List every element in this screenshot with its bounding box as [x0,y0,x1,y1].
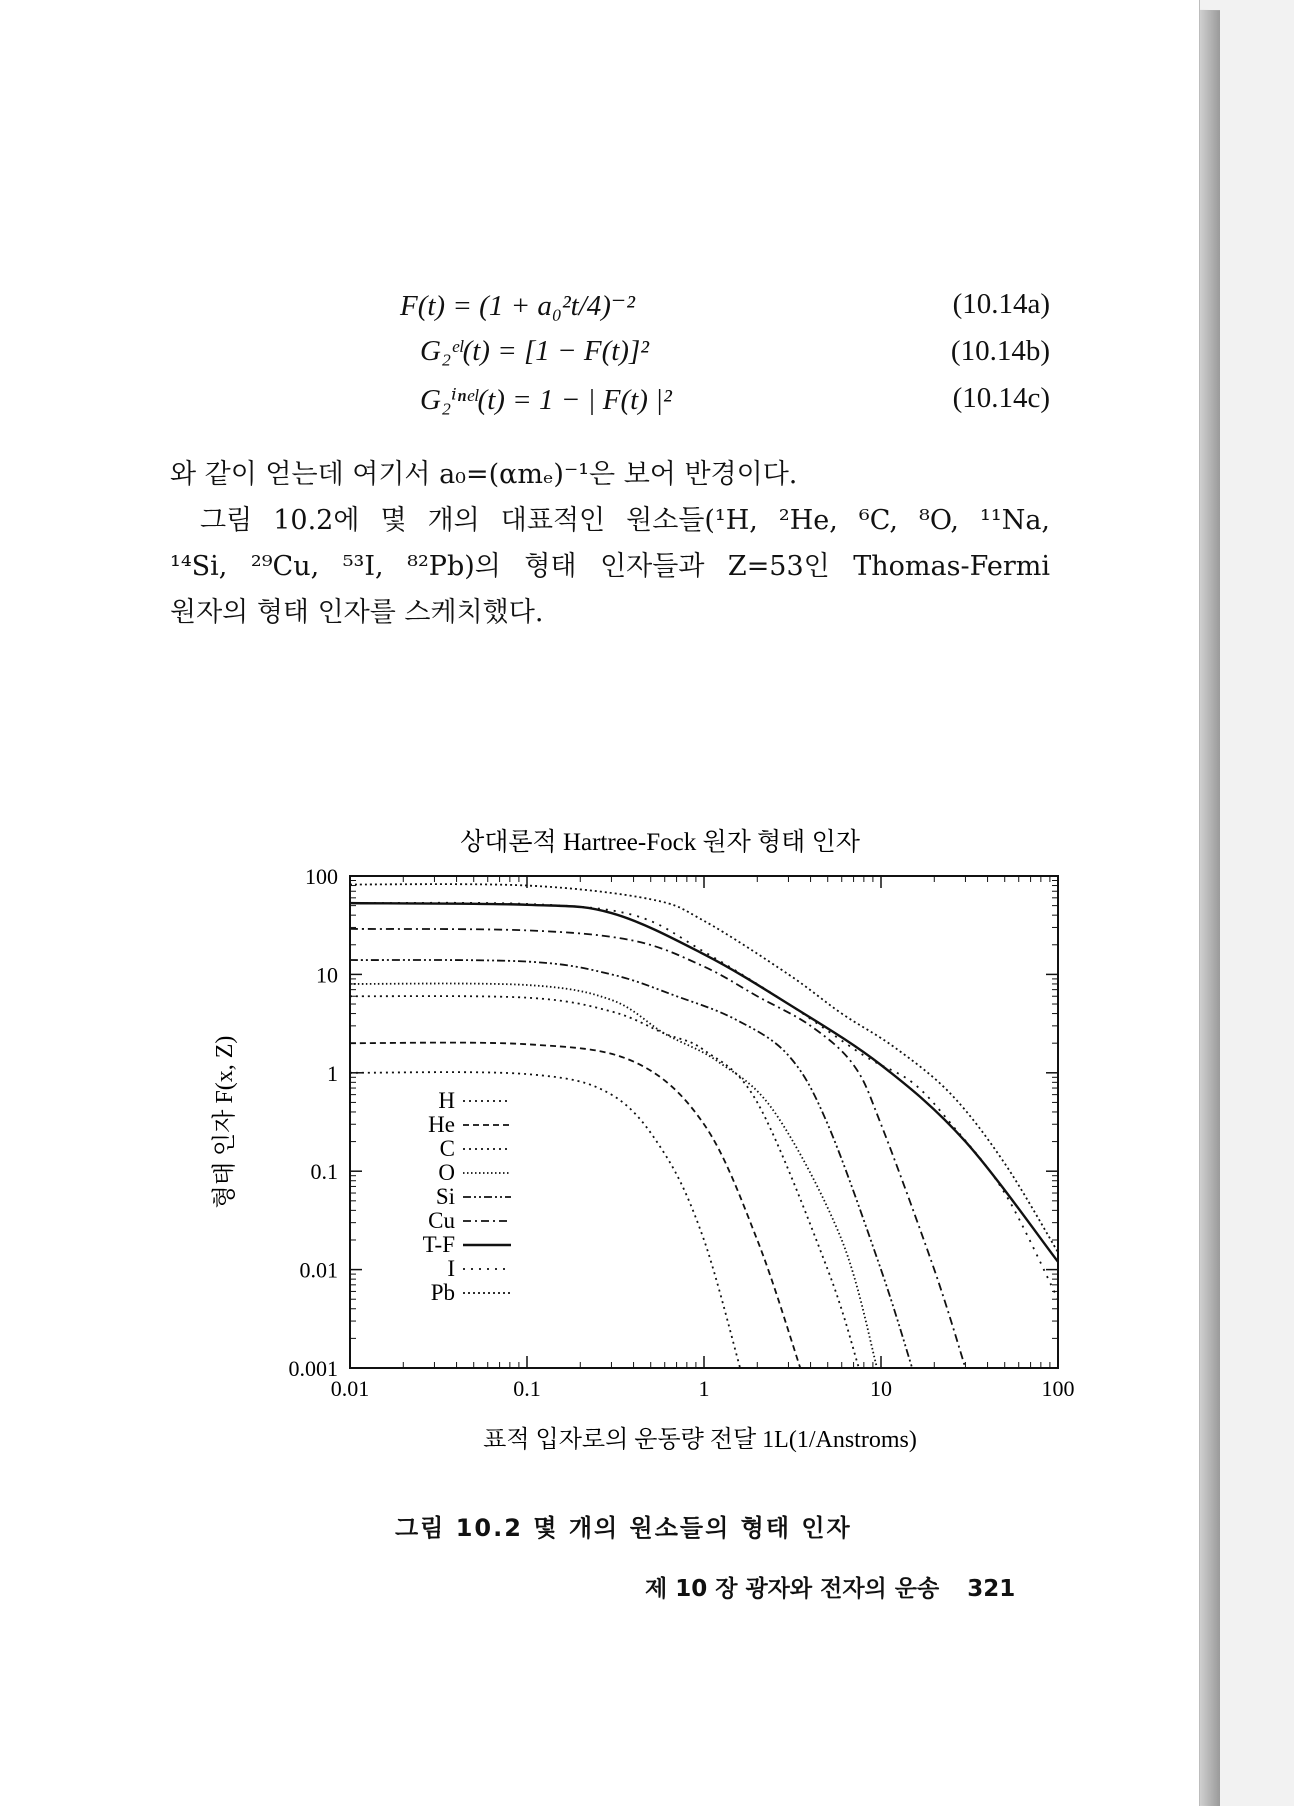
equation-number: (10.14b) [950,335,1050,367]
legend-label-t-f: T-F [422,1232,455,1257]
y-tick-label: 1 [327,1060,338,1086]
chapter-title: 제 10 장 광자와 전자의 운송 [645,1576,940,1602]
paragraph-1: 와 같이 얻는데 여기서 a₀=(αmₑ)⁻¹은 보어 반경이다. [170,459,798,490]
legend-label-si: Si [435,1184,455,1209]
y-axis-label: 형태 인자 F(x, Z) [212,1035,238,1209]
series-lines [350,884,1058,1368]
legend-label-o: O [438,1160,455,1185]
series-line-he [350,1043,800,1368]
page-edge-shadow [1200,10,1220,1806]
equation-number: (10.14a) [952,288,1050,320]
series-line-t-f [350,903,1058,1262]
x-tick-label: 0.01 [330,1376,370,1401]
equation-formula: G₂ⁱⁿᵉˡ(t) = 1 − | F(t) |² [420,384,672,416]
figure-10-2 [0,820,1200,1560]
y-tick-label: 0.01 [299,1257,338,1283]
form-factor-chart [0,820,1200,1460]
page-number: 321 [967,1576,1016,1602]
legend-label-he: He [428,1112,455,1137]
x-tick-label: 100 [1041,1376,1075,1401]
y-tick-label: 0.001 [288,1356,338,1381]
series-line-h [350,1072,740,1368]
equation-10-14b [400,335,1050,382]
y-tick-label: 0.1 [310,1159,338,1185]
x-axis-label: 표적 입자로의 운동량 전달 1L(1/Anstroms) [483,1427,917,1453]
running-footer [645,1570,1015,1603]
equation-formula: F(t) = (1 + a₀²t/4)⁻² [400,290,635,322]
equation-10-14a [400,288,1050,335]
legend-label-pb: Pb [430,1280,455,1305]
paragraph-2-line-3: 원자의 형태 인자를 스케치했다. [170,597,544,628]
equation-formula: G₂ᵉˡ(t) = [1 − F(t)]² [420,335,649,367]
figure-caption: 그림 10.2 몇 개의 원소들의 형태 인자 [395,1514,852,1542]
plot-frame [350,876,1058,1368]
paragraph-2-line-2: ¹⁴Si, ²⁹Cu, ⁵³I, ⁸²Pb)의 형태 인자들과 Z=53인 Thomas-Fermi [170,551,1050,582]
y-tick-label: 100 [305,864,338,889]
equation-number: (10.14c) [952,382,1050,414]
legend-label-i: I [447,1256,455,1281]
series-line-o [350,984,877,1368]
legend-label-c: C [439,1136,455,1161]
x-tick-label: 1 [698,1376,710,1401]
series-line-si [350,960,912,1368]
x-tick-label: 0.1 [513,1376,541,1401]
equation-block [400,288,1050,429]
legend [423,1088,511,1305]
x-tick-label: 10 [870,1376,892,1401]
equation-10-14c [400,382,1050,429]
legend-label-cu: Cu [428,1208,455,1233]
legend-label-h: H [438,1088,455,1113]
y-tick-label: 10 [316,962,338,988]
chart-title: 상대론적 Hartree-Fock 원자 형태 인자 [460,829,860,856]
body-text [170,452,1050,636]
plot-border [350,876,1058,1368]
paragraph-2-line-1: 그림 10.2에 몇 개의 대표적인 원소들(¹H, ²He, ⁶C, ⁸O, ¹¹Na, [200,505,1050,536]
series-line-pb [350,884,1058,1252]
